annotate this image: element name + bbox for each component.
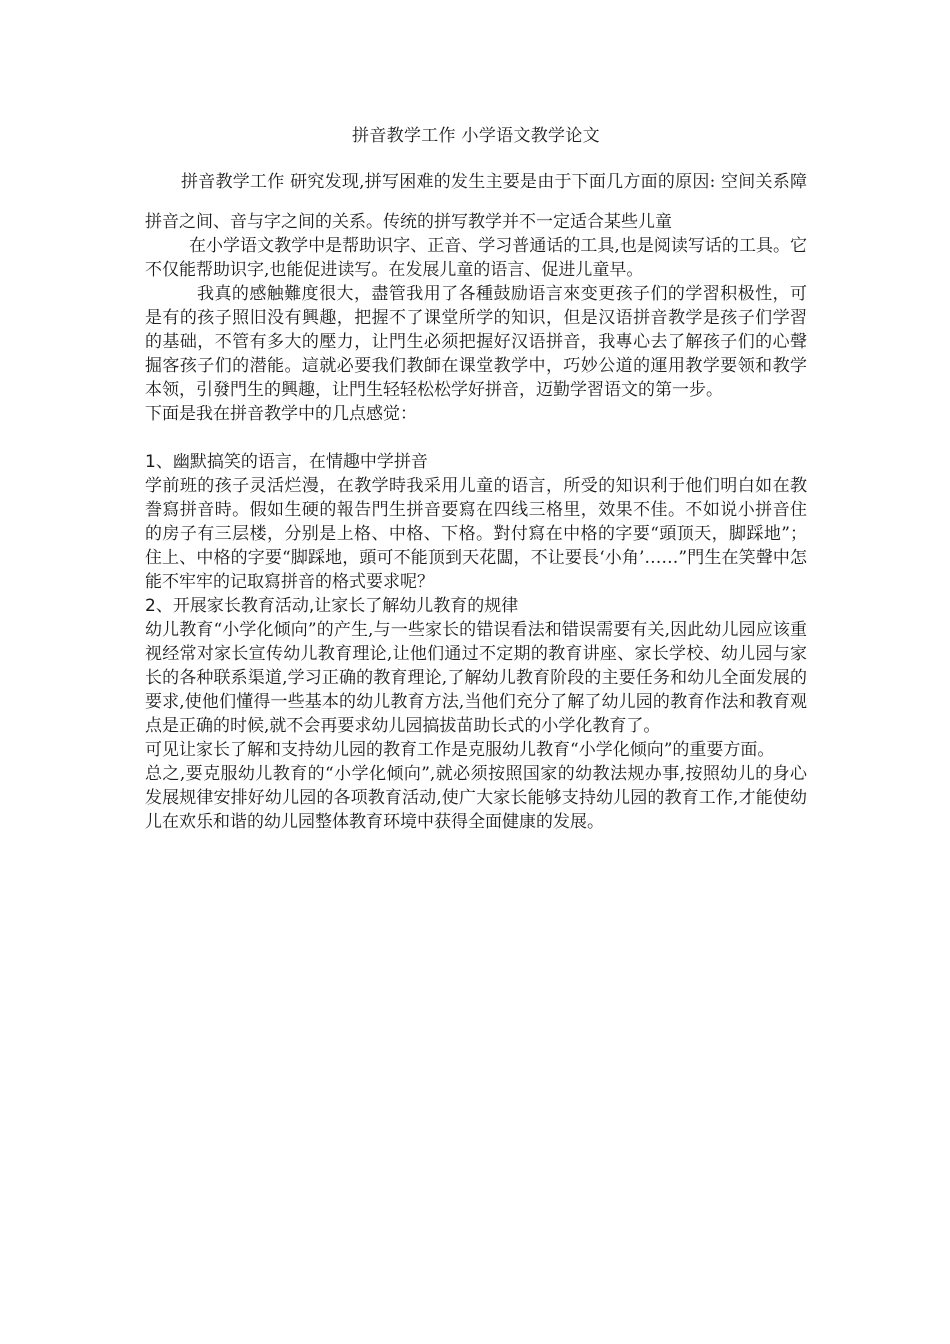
paragraph-feelings-intro: 下面是我在拼音教学中的几点感觉： (145, 404, 417, 424)
paragraph-teaching-experience: 我真的感触難度很大，盡管我用了各種鼓励语言來变更孩子们的学習积极性，可是有的孩子照旧没有興趣，把握不了课堂所学的知识，但是汉语拼音教学是孩子们学習的基础，不管有多大的壓力，让門生必须把握好汉语拼音，我專心去了解孩子们的心聲掘客孩子们的潜能。這就必要我们教師在课堂教学中，巧妙公道的運用教学要领和教学本领，引發門生的興趣，让門生轻轻松松学好拼音，迈勤学習语文的第一步。 (145, 284, 807, 400)
section-heading-1: 1、幽默搞笑的语言，在情趣中学拼音 (145, 452, 428, 472)
paragraph-pinyin-tool: 在小学语文教学中是帮助识字、正音、学习普通话的工具,也是阅读写话的工具。它不仅能帮助识字,也能促进读写。在发展儿童的语言、促进儿童早。 (145, 236, 807, 280)
paragraph-parent-support: 可见让家长了解和支持幼儿园的教育工作是克服幼儿教育“小学化倾向”的重要方面。 (145, 740, 775, 760)
paragraph-section-1: 学前班的孩子灵活烂漫，在教学時我采用儿童的语言，所受的知识利于他们明白如在教誊寫拼音時。假如生硬的報告門生拼音要寫在四线三格里，效果不佳。不如说小拼音住的房子有三层楼，分别是上格、中格、下格。對付寫在中格的字要“頭顶天，脚踩地”；住上、中格的字要“脚踩地，頭可不能顶到天花闆，不让要長‘小角’……”門生在笑聲中怎能不牢牢的记取寫拼音的格式要求呢？ (145, 476, 807, 592)
paragraph-conclusion: 总之,要克服幼儿教育的“小学化倾向”,就必须按照国家的幼教法规办事,按照幼儿的身心发展规律安排好幼儿园的各项教育活动,使广大家长能够支持幼儿园的教育工作,才能使幼儿在欢乐和谐的幼儿园整体教育环境中获得全面健康的发展。 (145, 764, 807, 832)
section-heading-2: 2、开展家长教育活动,让家长了解幼儿教育的规律 (145, 596, 519, 616)
document-body (145, 124, 807, 834)
blank-line (145, 426, 807, 450)
paragraph-section-2: 幼儿教育“小学化倾向”的产生,与一些家长的错误看法和错误需要有关,因此幼儿园应该重视经常对家长宣传幼儿教育理论,让他们通过不定期的教育讲座、家长学校、幼儿园与家长的各种联系渠道,学习正确的教育理论,了解幼儿教育阶段的主要任务和幼儿全面发展的要求,使他们懂得一些基本的幼儿教育方法,当他们充分了解了幼儿园的教育作法和教育观点是正确的时候,就不会再要求幼儿园搞拔苗助长式的小学化教育了。 (145, 620, 807, 736)
page-title: 拼音教学工作 小学语文教学论文 (352, 126, 600, 146)
paragraph-intro: 拼音教学工作 研究发现,拼写困难的发生主要是由于下面几方面的原因: 空间关系障拼音之间、音与字之间的关系。传统的拼写教学并不一定适合某些儿童 (145, 172, 807, 232)
